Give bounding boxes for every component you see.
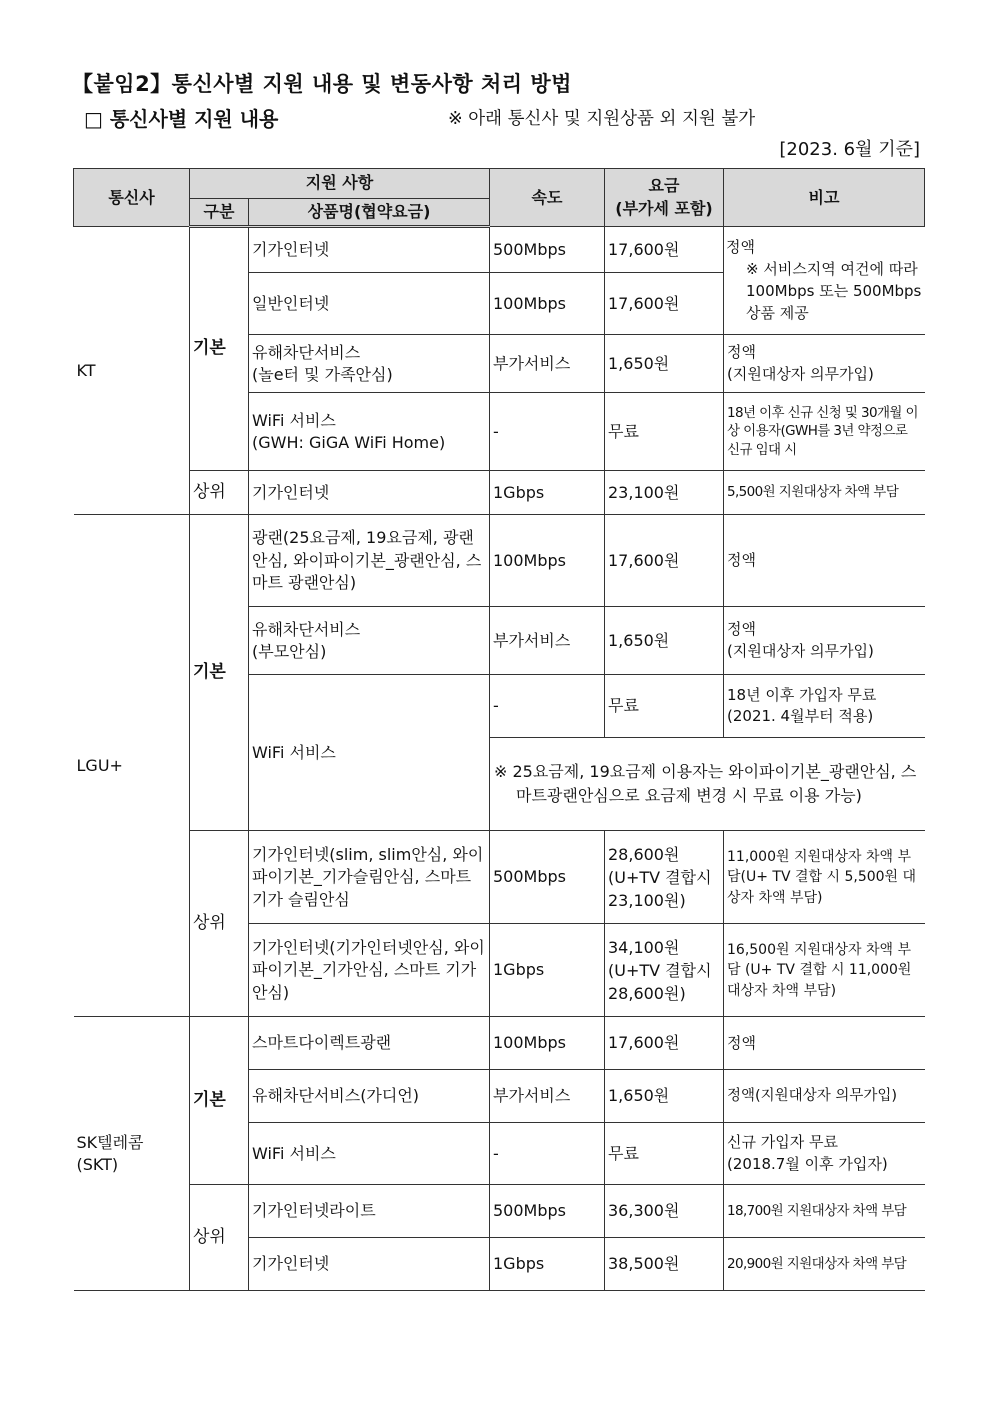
fee-value: 23,100원 [605,471,724,515]
fee-value: 28,600원 (U+TV 결합시 23,100원) [605,831,724,924]
product-name: 유해차단서비스 (부모안심) [249,607,490,675]
table-row [74,471,925,515]
speed-value: - [490,675,605,738]
header-category: 구분 [190,199,249,227]
product-name: 기가인터넷 [249,1238,490,1291]
remark-text: 18년 이후 가입자 무료 (2021. 4월부터 적용) [724,675,925,738]
category-basic: 기본 [190,1017,249,1185]
fee-value: 무료 [605,675,724,738]
fee-value: 무료 [605,393,724,471]
product-name: 일반인터넷 [249,273,490,335]
header-product: 상품명(협약요금) [249,199,490,227]
carrier-kt: KT [74,227,190,515]
carrier-skt: SK텔레콤 (SKT) [74,1017,190,1291]
product-name: 기가인터넷(기가인터넷안심, 와이파이기본_기가안심, 스마트 기가안심) [249,924,490,1017]
product-name: WiFi 서비스 [249,675,490,831]
reference-date: [2023. 6월 기준] [779,139,920,160]
fee-value: 17,600원 [605,273,724,335]
speed-value: 100Mbps [490,515,605,607]
speed-value: 100Mbps [490,273,605,335]
fee-value: 34,100원 (U+TV 결합시 28,600원) [605,924,724,1017]
remark-text: 5,500원 지원대상자 차액 부담 [724,471,925,515]
category-premium: 상위 [190,1185,249,1291]
product-name: 기가인터넷 [249,471,490,515]
fee-value: 36,300원 [605,1185,724,1238]
speed-value: 부가서비스 [490,607,605,675]
speed-value: 500Mbps [490,227,605,273]
fee-value: 17,600원 [605,515,724,607]
category-basic: 기본 [190,227,249,471]
category-premium: 상위 [190,471,249,515]
header-speed: 속도 [490,169,605,227]
category-premium: 상위 [190,831,249,1017]
remark-text: 18년 이후 신규 신청 및 30개월 이상 이용자(GWH를 3년 약정으로 신규 임대 시 [724,393,925,471]
product-name: 기가인터넷 [249,227,490,273]
remark-text: 정액(지원대상자 의무가입) [724,1070,925,1123]
header-fee: 요금 (부가세 포함) [605,169,724,227]
remark-text: 신규 가입자 무료 (2018.7월 이후 가입자) [724,1123,925,1185]
fee-value: 38,500원 [605,1238,724,1291]
speed-value: 100Mbps [490,1017,605,1070]
table-row [74,1017,925,1070]
product-name: WiFi 서비스 (GWH: GiGA WiFi Home) [249,393,490,471]
table-row [74,1185,925,1238]
fee-value: 무료 [605,1123,724,1185]
speed-value: 500Mbps [490,831,605,924]
remark-text: 11,000원 지원대상자 차액 부담(U+ TV 결합 시 5,500원 대상자 차액 부담) [724,831,925,924]
product-name: 스마트다이렉트광랜 [249,1017,490,1070]
header-carrier: 통신사 [74,169,190,227]
remark-text: 정액 ※ 서비스지역 여건에 따라 100Mbps 또는 500Mbps 상품 제공 [724,227,925,335]
header-remarks: 비고 [724,169,925,227]
speed-value: - [490,393,605,471]
speed-value: - [490,1123,605,1185]
product-name: WiFi 서비스 [249,1123,490,1185]
remark-text: 정액 [724,515,925,607]
product-name: 기가인터넷라이트 [249,1185,490,1238]
remark-text: 16,500원 지원대상자 차액 부담 (U+ TV 결합 시 11,000원 대상자 차액 부담) [724,924,925,1017]
speed-value: 500Mbps [490,1185,605,1238]
document-title: 【붙임2】통신사별 지원 내용 및 변동사항 처리 방법 [72,72,572,96]
product-name: 기가인터넷(slim, slim안심, 와이파이기본_기가슬림안심, 스마트기가 슬림안심 [249,831,490,924]
support-table [73,168,925,1291]
wifi-note: ※ 25요금제, 19요금제 이용자는 와이파이기본_광랜안심, 스마트광랜안심으로 요금제 변경 시 무료 이용 가능) [490,738,925,831]
product-name: 유해차단서비스(가디언) [249,1070,490,1123]
section-title: □ 통신사별 지원 내용 [84,107,279,131]
remark-text: 정액 (지원대상자 의무가입) [724,335,925,393]
category-basic: 기본 [190,515,249,831]
support-notice: ※ 아래 통신사 및 지원상품 외 지원 불가 [448,109,756,129]
speed-value: 부가서비스 [490,1070,605,1123]
table-row [74,831,925,924]
fee-value: 17,600원 [605,227,724,273]
fee-value: 1,650원 [605,607,724,675]
speed-value: 부가서비스 [490,335,605,393]
remark-text: 정액 [724,1017,925,1070]
remark-text: 정액 (지원대상자 의무가입) [724,607,925,675]
fee-value: 17,600원 [605,1017,724,1070]
speed-value: 1Gbps [490,471,605,515]
table-row [74,515,925,607]
fee-value: 1,650원 [605,1070,724,1123]
product-name: 유해차단서비스 (놀e터 및 가족안심) [249,335,490,393]
remark-text: 20,900원 지원대상자 차액 부담 [724,1238,925,1291]
remark-text: 18,700원 지원대상자 차액 부담 [724,1185,925,1238]
header-support: 지원 사항 [190,169,490,199]
product-name: 광랜(25요금제, 19요금제, 광랜안심, 와이파이기본_광랜안심, 스마트 광랜안심) [249,515,490,607]
table-row [74,227,925,273]
speed-value: 1Gbps [490,1238,605,1291]
speed-value: 1Gbps [490,924,605,1017]
fee-value: 1,650원 [605,335,724,393]
carrier-lgu: LGU+ [74,515,190,1017]
